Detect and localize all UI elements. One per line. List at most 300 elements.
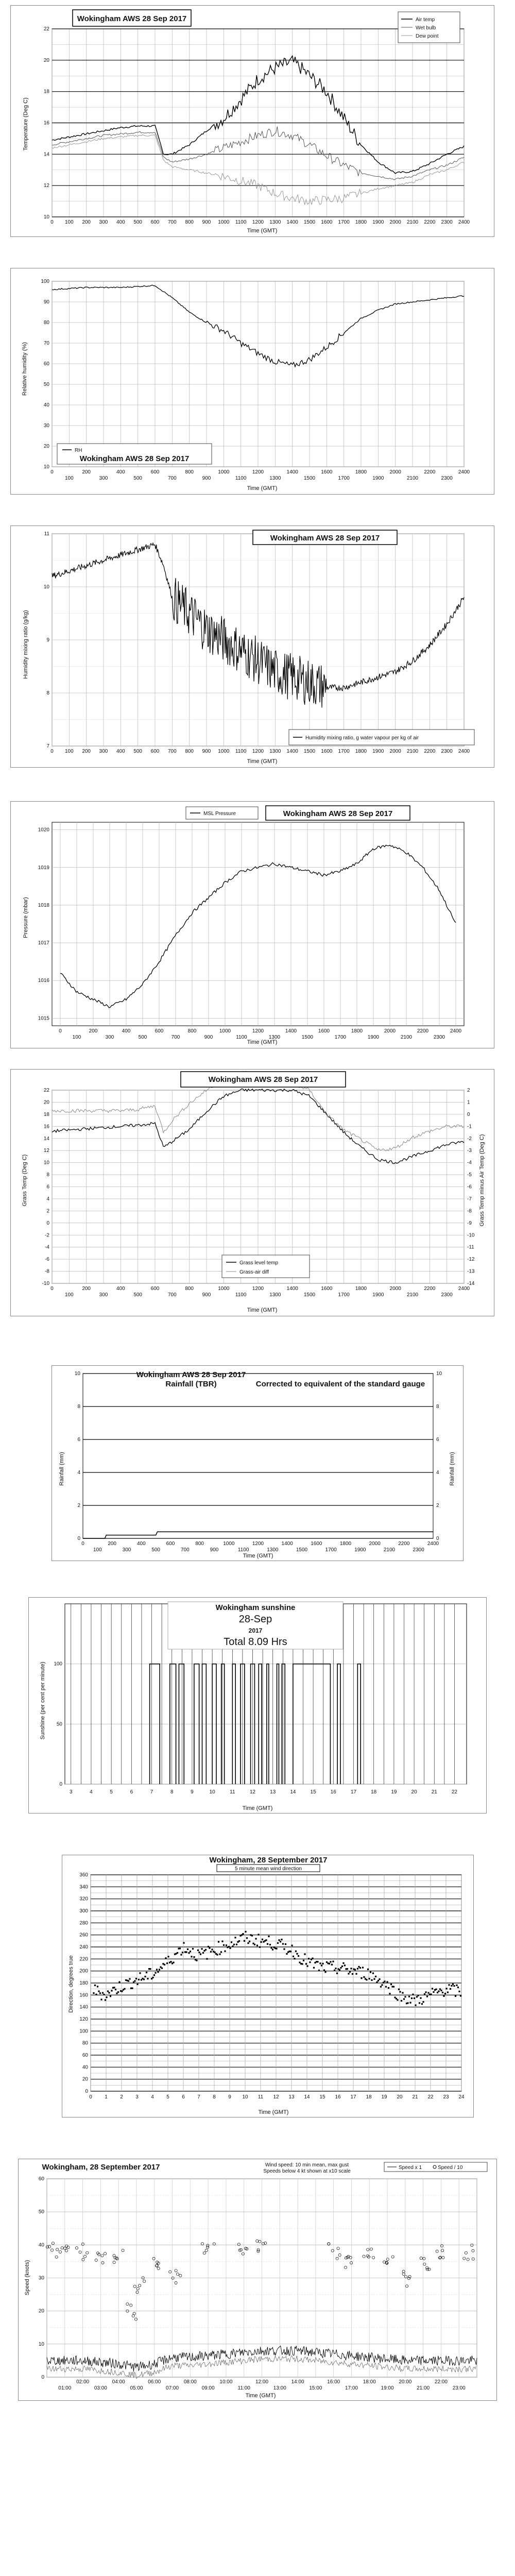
wspd-xtick-label: 07:00 bbox=[166, 2385, 179, 2391]
wspd-gust-point bbox=[143, 2280, 146, 2282]
wdir-xtick-label: 9 bbox=[228, 2094, 231, 2100]
temp-xtick-label: 600 bbox=[150, 219, 160, 225]
rain-ytick-label: 6 bbox=[77, 1437, 80, 1443]
rain-note: Corrected to equivalent of the standard gauge bbox=[255, 1380, 425, 1388]
wdir-point bbox=[154, 1972, 156, 1974]
wdir-point bbox=[370, 1971, 371, 1973]
wspd-gust-point bbox=[126, 2303, 129, 2306]
wspd-gust-point bbox=[79, 2251, 81, 2253]
wdir-point bbox=[269, 1944, 271, 1945]
wdir-point bbox=[113, 1987, 115, 1988]
wdir-point bbox=[214, 1952, 215, 1953]
grass-legend-temp: Grass level temp bbox=[239, 1260, 279, 1266]
sun-xtick-label: 14 bbox=[290, 1789, 296, 1795]
wdir-point bbox=[349, 1971, 351, 1973]
sun-ytick-label: 0 bbox=[59, 1782, 62, 1787]
wind-speed-chart-panel bbox=[18, 2159, 497, 2401]
wdir-point bbox=[384, 1980, 385, 1982]
wdir-point bbox=[187, 1948, 188, 1950]
wspd-gust-point bbox=[465, 2251, 467, 2254]
rh-ytick-label: 50 bbox=[43, 382, 49, 387]
grass-y2label: Grass Temp minus Air Temp (Deg C) bbox=[479, 1134, 485, 1227]
wdir-point bbox=[324, 1971, 326, 1973]
wspd-xtick-label: 05:00 bbox=[130, 2385, 143, 2391]
temp-xtick-label: 1100 bbox=[235, 219, 247, 225]
sun-ytick-label: 50 bbox=[56, 1721, 62, 1727]
grass-xtick-label: 1800 bbox=[355, 1286, 367, 1292]
wind-direction-chart bbox=[62, 1855, 473, 2117]
wspd-ytick-label: 60 bbox=[38, 2176, 44, 2182]
wdir-xtick-label: 20 bbox=[397, 2094, 403, 2100]
rain-chart-panel bbox=[52, 1365, 464, 1561]
rain-y2tick-label: 0 bbox=[436, 1536, 439, 1541]
sun-xtick-label: 3 bbox=[69, 1789, 73, 1795]
wdir-point bbox=[272, 1949, 273, 1951]
rain-xtick-label: 2200 bbox=[398, 1541, 410, 1547]
rain-xtick-label: 300 bbox=[122, 1547, 131, 1553]
rain-xtick-label: 2000 bbox=[369, 1541, 381, 1547]
sun-xtick-label: 8 bbox=[170, 1789, 174, 1795]
wdir-point bbox=[336, 1973, 338, 1974]
wdir-point bbox=[350, 1968, 352, 1969]
temp-legend-air: Air temp bbox=[416, 17, 435, 23]
temp-xlabel: Time (GMT) bbox=[247, 228, 278, 234]
wdir-point bbox=[208, 1946, 209, 1947]
wdir-point bbox=[298, 1955, 299, 1957]
wdir-point bbox=[386, 1981, 388, 1982]
temp-xtick-label: 1500 bbox=[303, 219, 316, 225]
wspd-xtick-label: 21:00 bbox=[417, 2385, 430, 2391]
wdir-point bbox=[426, 1996, 428, 1997]
rain-xtick-label: 1800 bbox=[339, 1541, 352, 1547]
mix-xlabel: Time (GMT) bbox=[247, 758, 278, 765]
rh-xtick-label: 2300 bbox=[441, 476, 453, 481]
rh-xtick-label: 1700 bbox=[338, 476, 350, 481]
wdir-point bbox=[93, 1992, 94, 1994]
wspd-gust-point bbox=[152, 2257, 155, 2260]
wdir-point bbox=[259, 1946, 261, 1948]
wdir-point bbox=[360, 1977, 362, 1979]
wdir-point bbox=[267, 1943, 268, 1945]
sun-xtick-label: 17 bbox=[350, 1789, 357, 1795]
wdir-point bbox=[341, 1965, 343, 1967]
wdir-xtick-label: 16 bbox=[335, 2094, 341, 2100]
wspd-xtick-label: 13:00 bbox=[273, 2385, 286, 2391]
wdir-xtick-label: 22 bbox=[427, 2094, 434, 2100]
rain-xtick-label: 1600 bbox=[311, 1541, 322, 1547]
wspd-xtick-label: 10:00 bbox=[219, 2379, 233, 2385]
wspd-xtick-label: 01:00 bbox=[58, 2385, 72, 2391]
wspd-gust-point bbox=[471, 2244, 473, 2246]
grass-ytick-label: -10 bbox=[42, 1281, 49, 1286]
wdir-point bbox=[265, 1939, 267, 1941]
wspd-legend-1: Speed x 1 bbox=[399, 2165, 422, 2171]
rain-xtick-label: 500 bbox=[151, 1547, 161, 1553]
mix-xtick-label: 2300 bbox=[441, 749, 453, 754]
rh-xtick-label: 1400 bbox=[286, 469, 298, 475]
mix-title: Wokingham AWS 28 Sep 2017 bbox=[270, 534, 380, 543]
wdir-point bbox=[334, 1970, 335, 1971]
rain-xtick-label: 2300 bbox=[413, 1547, 424, 1553]
wspd-gust-point bbox=[65, 2249, 67, 2252]
wspd-gust-point bbox=[402, 2270, 405, 2273]
wdir-point bbox=[110, 1995, 111, 1997]
wdir-point bbox=[448, 1984, 450, 1986]
wdir-point bbox=[183, 1942, 184, 1944]
pressure-chart bbox=[11, 802, 494, 1048]
grass-xtick-label: 2100 bbox=[406, 1292, 419, 1298]
grass-xtick-label: 1000 bbox=[218, 1286, 230, 1292]
mix-xtick-label: 700 bbox=[167, 749, 177, 754]
wspd-gust-point bbox=[472, 2258, 474, 2260]
wspd-xtick-label: 12:00 bbox=[255, 2379, 269, 2385]
wdir-point bbox=[309, 1961, 311, 1963]
wdir-point bbox=[399, 1991, 401, 1992]
wdir-point bbox=[134, 1980, 135, 1981]
wdir-point bbox=[102, 1992, 104, 1994]
grass-xtick-label: 2400 bbox=[458, 1286, 470, 1292]
temp-legend-dew: Dew point bbox=[416, 33, 439, 39]
wdir-point bbox=[164, 1964, 165, 1965]
wdir-point bbox=[138, 1979, 140, 1980]
temp-xtick-label: 0 bbox=[50, 219, 54, 225]
wdir-xtick-label: 8 bbox=[213, 2094, 216, 2100]
wdir-xtick-label: 21 bbox=[412, 2094, 418, 2100]
rain-xtick-label: 600 bbox=[166, 1541, 175, 1547]
press-xtick-label: 2300 bbox=[433, 1035, 445, 1040]
grass-ytick-label: -6 bbox=[45, 1257, 49, 1263]
wspd-ytick-label: 0 bbox=[41, 2375, 44, 2380]
wdir-point bbox=[362, 1967, 364, 1968]
grass-y2tick-label: -5 bbox=[467, 1172, 472, 1178]
rain-ytick-label: 8 bbox=[77, 1404, 80, 1410]
grass-xtick-label: 2200 bbox=[424, 1286, 436, 1292]
wdir-point bbox=[347, 1968, 348, 1970]
wspd-xtick-label: 20:00 bbox=[399, 2379, 412, 2385]
wdir-point bbox=[335, 1968, 336, 1969]
temp-xtick-label: 300 bbox=[99, 219, 108, 225]
wdir-point bbox=[363, 1976, 365, 1978]
press-xtick-label: 2400 bbox=[450, 1028, 462, 1034]
press-xtick-label: 1600 bbox=[318, 1028, 330, 1034]
wdir-point bbox=[205, 1949, 207, 1951]
press-title: Wokingham AWS 28 Sep 2017 bbox=[283, 809, 393, 818]
wdir-point bbox=[379, 1978, 380, 1980]
press-xtick-label: 400 bbox=[122, 1028, 131, 1034]
wdir-ytick-label: 220 bbox=[79, 1956, 88, 1962]
wspd-gust-point bbox=[179, 2274, 182, 2277]
wdir-xtick-label: 18 bbox=[366, 2094, 372, 2100]
wdir-point bbox=[375, 1976, 376, 1977]
wspd-xtick-label: 09:00 bbox=[201, 2385, 215, 2391]
sun-year: 2017 bbox=[248, 1627, 263, 1634]
wdir-point bbox=[232, 1945, 233, 1947]
grass-xtick-label: 1300 bbox=[269, 1292, 281, 1298]
wspd-gust-point bbox=[237, 2243, 240, 2246]
rain-xtick-label: 2400 bbox=[427, 1541, 439, 1547]
wdir-point bbox=[245, 1931, 246, 1933]
wdir-point bbox=[342, 1962, 344, 1964]
grass-ytick-label: 12 bbox=[43, 1148, 49, 1154]
wdir-point bbox=[220, 1951, 222, 1953]
wdir-xtick-label: 0 bbox=[89, 2094, 92, 2100]
wdir-point bbox=[238, 1940, 240, 1942]
press-ytick-label: 1019 bbox=[38, 865, 49, 871]
wdir-point bbox=[281, 1939, 282, 1940]
wdir-point bbox=[460, 1995, 461, 1996]
wspd-gust-point bbox=[122, 2249, 124, 2251]
rain-xtick-label: 0 bbox=[81, 1541, 84, 1547]
sun-xtick-label: 10 bbox=[209, 1789, 215, 1795]
wdir-point bbox=[247, 1942, 249, 1944]
grass-y2tick-label: 0 bbox=[467, 1111, 470, 1117]
mix-xtick-label: 1400 bbox=[286, 749, 298, 754]
wdir-point bbox=[209, 1947, 210, 1949]
sun-xlabel: Time (GMT) bbox=[242, 1805, 273, 1811]
wdir-point bbox=[98, 1990, 99, 1992]
wdir-point bbox=[106, 1996, 107, 1998]
rain-ytick-label: 0 bbox=[77, 1536, 80, 1541]
rain-xtick-label: 700 bbox=[180, 1547, 190, 1553]
grass-xtick-label: 400 bbox=[116, 1286, 125, 1292]
temp-ytick-label: 16 bbox=[43, 120, 49, 126]
press-xtick-label: 2000 bbox=[384, 1028, 396, 1034]
wspd-ytick-label: 30 bbox=[38, 2275, 44, 2281]
wdir-point bbox=[147, 1978, 148, 1979]
wspd-info1: Wind speed: 10 min mean, max gust bbox=[265, 2162, 349, 2168]
wdir-point bbox=[103, 1994, 105, 1995]
wdir-point bbox=[404, 1996, 406, 1997]
wspd-gust-point bbox=[101, 2255, 104, 2257]
wdir-point bbox=[191, 1956, 192, 1957]
grass-y2tick-label: -13 bbox=[467, 1268, 475, 1275]
wspd-gust-point bbox=[372, 2256, 375, 2259]
wspd-gust-point bbox=[139, 2284, 141, 2287]
rain-y2tick-label: 2 bbox=[436, 1503, 439, 1509]
rh-ytick-label: 40 bbox=[43, 402, 49, 408]
mix-ytick-label: 8 bbox=[46, 690, 49, 696]
wdir-ytick-label: 240 bbox=[79, 1944, 88, 1950]
press-xtick-label: 2100 bbox=[400, 1035, 413, 1040]
wspd-ytick-label: 20 bbox=[38, 2308, 44, 2314]
grass-xtick-label: 2300 bbox=[441, 1292, 453, 1298]
mix-ytick-label: 7 bbox=[46, 743, 49, 749]
wdir-point bbox=[422, 2001, 424, 2003]
wspd-xtick-label: 08:00 bbox=[183, 2379, 197, 2385]
wspd-gust-point bbox=[56, 2248, 59, 2251]
wdir-point bbox=[293, 1956, 294, 1957]
wdir-xtick-label: 2 bbox=[120, 2094, 123, 2100]
wspd-gust-point bbox=[48, 2245, 50, 2248]
wspd-xtick-label: 11:00 bbox=[237, 2385, 250, 2391]
wdir-point bbox=[202, 1952, 204, 1954]
mix-xtick-label: 1300 bbox=[269, 749, 281, 754]
wdir-point bbox=[105, 1999, 106, 2001]
wdir-point bbox=[412, 1994, 414, 1995]
wspd-xtick-label: 22:00 bbox=[434, 2379, 448, 2385]
grass-xtick-label: 1900 bbox=[372, 1292, 384, 1298]
rh-title: Wokingham AWS 28 Sep 2017 bbox=[79, 454, 190, 463]
rain-xtick-label: 800 bbox=[195, 1541, 204, 1547]
press-xtick-label: 1800 bbox=[351, 1028, 363, 1034]
mix-xtick-label: 0 bbox=[50, 749, 54, 754]
wdir-point bbox=[415, 2005, 416, 2006]
wdir-xtick-label: 13 bbox=[288, 2094, 295, 2100]
wdir-point bbox=[95, 1994, 97, 1995]
grass-y2tick-label: -2 bbox=[467, 1136, 472, 1142]
grass-y2tick-label: -3 bbox=[467, 1148, 472, 1154]
wspd-gust-point bbox=[441, 2249, 444, 2252]
rh-xtick-label: 2400 bbox=[458, 469, 470, 475]
wdir-point bbox=[296, 1953, 298, 1955]
wdir-point bbox=[255, 1938, 256, 1940]
mix-xtick-label: 2100 bbox=[406, 749, 419, 754]
wspd-gust-point bbox=[467, 2258, 469, 2261]
wdir-point bbox=[135, 1978, 137, 1979]
wdir-point bbox=[153, 1974, 155, 1976]
sunshine-chart-panel bbox=[28, 1597, 487, 1814]
wdir-point bbox=[354, 1969, 356, 1971]
wspd-gust-point bbox=[116, 2258, 118, 2260]
wspd-gust-point bbox=[472, 2249, 474, 2252]
wdir-point bbox=[306, 1965, 308, 1967]
wspd-gust-point bbox=[95, 2259, 97, 2261]
rain-xtick-label: 1200 bbox=[252, 1541, 264, 1547]
wdir-point bbox=[244, 1940, 245, 1942]
rh-ylabel: Relative humidity (%) bbox=[22, 342, 28, 396]
sun-date: 28-Sep bbox=[238, 1614, 272, 1625]
wspd-gust-point bbox=[55, 2256, 58, 2258]
wdir-point bbox=[190, 1951, 191, 1952]
wdir-point bbox=[443, 1995, 444, 1997]
wdir-point bbox=[152, 1977, 153, 1978]
rh-chart bbox=[11, 268, 494, 494]
mix-ytick-label: 10 bbox=[43, 584, 49, 590]
wdir-point bbox=[376, 1981, 377, 1983]
rh-xtick-label: 2000 bbox=[389, 469, 401, 475]
wdir-point bbox=[283, 1948, 285, 1950]
wdir-point bbox=[99, 1992, 101, 1994]
wdir-point bbox=[124, 1988, 125, 1990]
rh-ytick-label: 10 bbox=[43, 464, 49, 470]
mix-xtick-label: 300 bbox=[99, 749, 108, 754]
wspd-gust-point bbox=[205, 2249, 208, 2251]
wdir-point bbox=[453, 1985, 455, 1987]
wspd-gust-point bbox=[436, 2250, 438, 2252]
wdir-point bbox=[318, 1970, 320, 1971]
grass-xtick-label: 1500 bbox=[303, 1292, 316, 1298]
grass-ytick-label: -2 bbox=[45, 1232, 49, 1239]
press-xtick-label: 200 bbox=[89, 1028, 98, 1034]
wdir-point bbox=[322, 1963, 323, 1964]
wspd-xtick-label: 06:00 bbox=[148, 2379, 161, 2385]
press-xtick-label: 1000 bbox=[219, 1028, 231, 1034]
grass-ytick-label: 2 bbox=[46, 1208, 49, 1214]
grass-y2tick-label: -11 bbox=[467, 1244, 474, 1250]
rain-y2tick-label: 6 bbox=[436, 1437, 439, 1443]
wspd-ytick-label: 40 bbox=[38, 2242, 44, 2248]
wdir-point bbox=[185, 1951, 187, 1953]
wdir-xtick-label: 10 bbox=[242, 2094, 248, 2100]
grass-ytick-label: 4 bbox=[46, 1196, 49, 1202]
wspd-ytick-label: 50 bbox=[38, 2209, 44, 2215]
wspd-xlabel: Time (GMT) bbox=[245, 2393, 276, 2399]
rh-xtick-label: 1200 bbox=[252, 469, 264, 475]
sun-xtick-label: 15 bbox=[310, 1789, 316, 1795]
rain-xtick-label: 2100 bbox=[383, 1547, 396, 1553]
wspd-gust-point bbox=[104, 2252, 106, 2255]
wdir-point bbox=[317, 1961, 318, 1962]
wdir-point bbox=[278, 1939, 280, 1941]
temp-xtick-label: 2200 bbox=[424, 219, 436, 225]
wdir-point bbox=[188, 1952, 190, 1954]
wdir-point bbox=[313, 1967, 315, 1969]
wdir-point bbox=[373, 1978, 375, 1980]
wspd-gust-point bbox=[86, 2251, 89, 2254]
press-xtick-label: 2200 bbox=[417, 1028, 429, 1034]
wdir-xtick-label: 5 bbox=[166, 2094, 169, 2100]
wspd-gust-point bbox=[207, 2244, 209, 2247]
wdir-point bbox=[340, 1967, 341, 1969]
wdir-ytick-label: 180 bbox=[79, 1980, 88, 1986]
grass-xtick-label: 300 bbox=[99, 1292, 108, 1298]
temp-xtick-label: 2100 bbox=[406, 219, 419, 225]
temp-xtick-label: 100 bbox=[64, 219, 74, 225]
wdir-point bbox=[180, 1954, 182, 1955]
wdir-point bbox=[304, 1953, 305, 1955]
rain-plot-area bbox=[83, 1374, 433, 1538]
wdir-point bbox=[115, 1989, 116, 1990]
wdir-point bbox=[249, 1941, 250, 1942]
wdir-point bbox=[440, 1990, 442, 1991]
wdir-point bbox=[411, 1997, 413, 1999]
wdir-point bbox=[445, 1988, 447, 1989]
temp-xtick-label: 1300 bbox=[269, 219, 281, 225]
wdir-point bbox=[226, 1944, 227, 1946]
rh-legend: RH bbox=[75, 448, 82, 453]
press-legend: MSL Pressure bbox=[203, 811, 236, 817]
wdir-point bbox=[111, 1990, 112, 1991]
press-xtick-label: 1100 bbox=[236, 1035, 247, 1040]
rh-xtick-label: 1000 bbox=[218, 469, 230, 475]
sun-xtick-label: 4 bbox=[90, 1789, 93, 1795]
wdir-point bbox=[260, 1941, 262, 1943]
wdir-point bbox=[228, 1946, 230, 1947]
press-xlabel: Time (GMT) bbox=[247, 1039, 278, 1045]
rain-title2: Rainfall (TBR) bbox=[165, 1380, 217, 1388]
wdir-point bbox=[417, 1995, 419, 1996]
grass-ytick-label: 0 bbox=[46, 1220, 49, 1226]
wdir-point bbox=[159, 1969, 160, 1970]
wdir-xtick-label: 4 bbox=[151, 2094, 154, 2100]
press-xtick-label: 300 bbox=[105, 1035, 114, 1040]
wdir-point bbox=[201, 1948, 202, 1950]
wdir-point bbox=[438, 1990, 439, 1992]
sun-xtick-label: 21 bbox=[431, 1789, 437, 1795]
temp-xtick-label: 1900 bbox=[372, 219, 384, 225]
temp-ytick-label: 18 bbox=[43, 89, 49, 95]
wdir-xtick-label: 24 bbox=[458, 2094, 465, 2100]
rain-xtick-label: 1100 bbox=[237, 1547, 249, 1553]
rain-series bbox=[83, 1532, 433, 1538]
rain-y2tick-label: 10 bbox=[436, 1371, 442, 1377]
rh-ytick-label: 90 bbox=[43, 299, 49, 305]
wspd-gust-point bbox=[52, 2242, 54, 2245]
wdir-point bbox=[357, 1968, 358, 1970]
rain-ytick-label: 10 bbox=[74, 1371, 80, 1377]
press-xtick-label: 1500 bbox=[301, 1035, 314, 1040]
press-xtick-label: 1300 bbox=[268, 1035, 281, 1040]
